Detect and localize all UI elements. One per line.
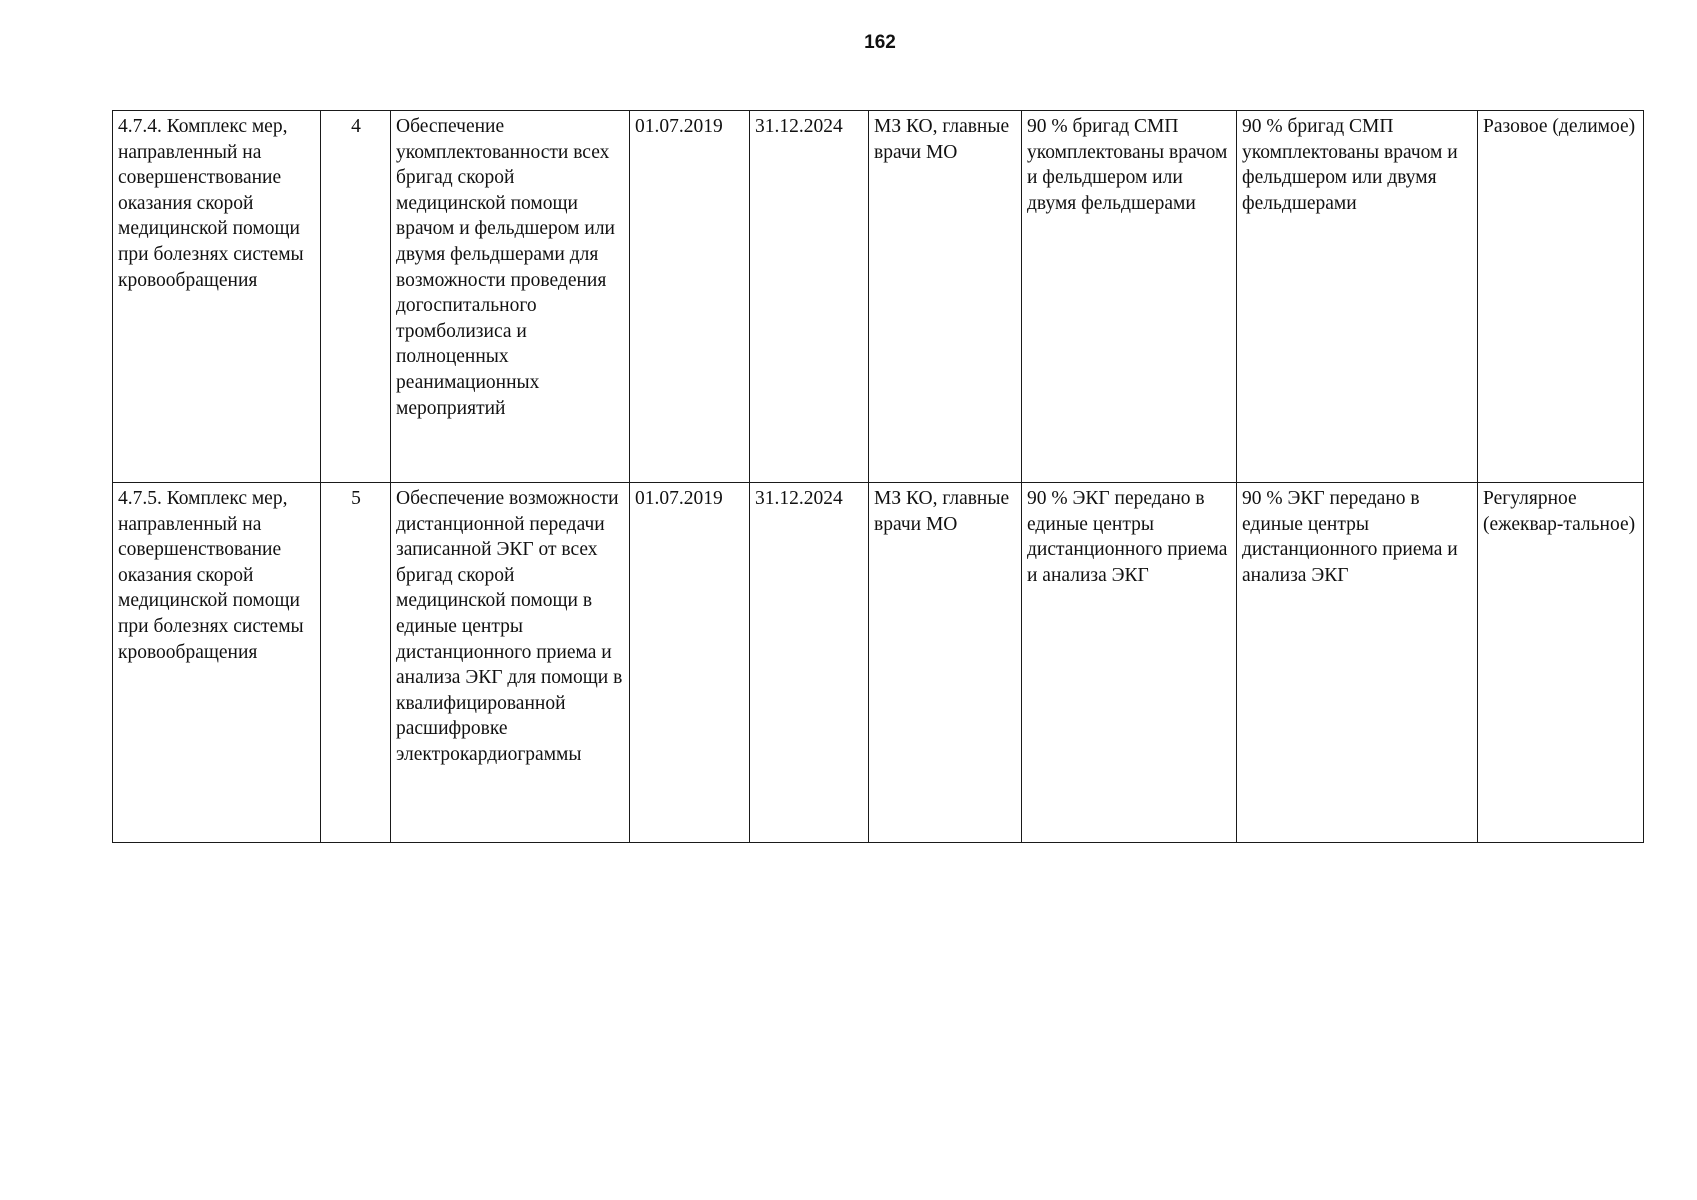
start-date-cell: 01.07.2019 bbox=[630, 111, 750, 483]
result-cell: 90 % ЭКГ передано в единые центры дистанционного приема и анализа ЭКГ bbox=[1022, 483, 1237, 843]
number-cell: 4 bbox=[321, 111, 391, 483]
table-row bbox=[113, 483, 1644, 843]
responsible-cell: МЗ КО, главные врачи МО bbox=[869, 483, 1022, 843]
description-cell: Обеспечение возможности дистанционной передачи записанной ЭКГ от всех бригад скорой медицинской помощи в единые центры дистанционного приема и анализа ЭКГ для помощи в квалифицированной расшифровке электрокардиограммы bbox=[391, 483, 630, 843]
responsible-cell: МЗ КО, главные врачи МО bbox=[869, 111, 1022, 483]
measure-cell: 4.7.4. Комплекс мер, направленный на совершенствование оказания скорой медицинской помощи при болезнях системы кровообращения bbox=[113, 111, 321, 483]
type-cell: Регулярное (ежеквар-тальное) bbox=[1478, 483, 1644, 843]
measure-cell: 4.7.5. Комплекс мер, направленный на совершенствование оказания скорой медицинской помощи при болезнях системы кровообращения bbox=[113, 483, 321, 843]
table-row bbox=[113, 111, 1644, 483]
start-date-cell: 01.07.2019 bbox=[630, 483, 750, 843]
page-number: 162 bbox=[864, 32, 896, 53]
end-date-cell: 31.12.2024 bbox=[750, 111, 869, 483]
result-cell: 90 % бригад СМП укомплектованы врачом и фельдшером или двумя фельдшерами bbox=[1022, 111, 1237, 483]
measures-table bbox=[112, 110, 1644, 843]
type-cell: Разовое (делимое) bbox=[1478, 111, 1644, 483]
indicator-cell: 90 % ЭКГ передано в единые центры дистанционного приема и анализа ЭКГ bbox=[1237, 483, 1478, 843]
end-date-cell: 31.12.2024 bbox=[750, 483, 869, 843]
description-cell: Обеспечение укомплектованности всех бригад скорой медицинской помощи врачом и фельдшером или двумя фельдшерами для возможности проведения догоспитального тромболизиса и полноценных реанимационных мероприятий bbox=[391, 111, 630, 483]
number-cell: 5 bbox=[321, 483, 391, 843]
indicator-cell: 90 % бригад СМП укомплектованы врачом и фельдшером или двумя фельдшерами bbox=[1237, 111, 1478, 483]
